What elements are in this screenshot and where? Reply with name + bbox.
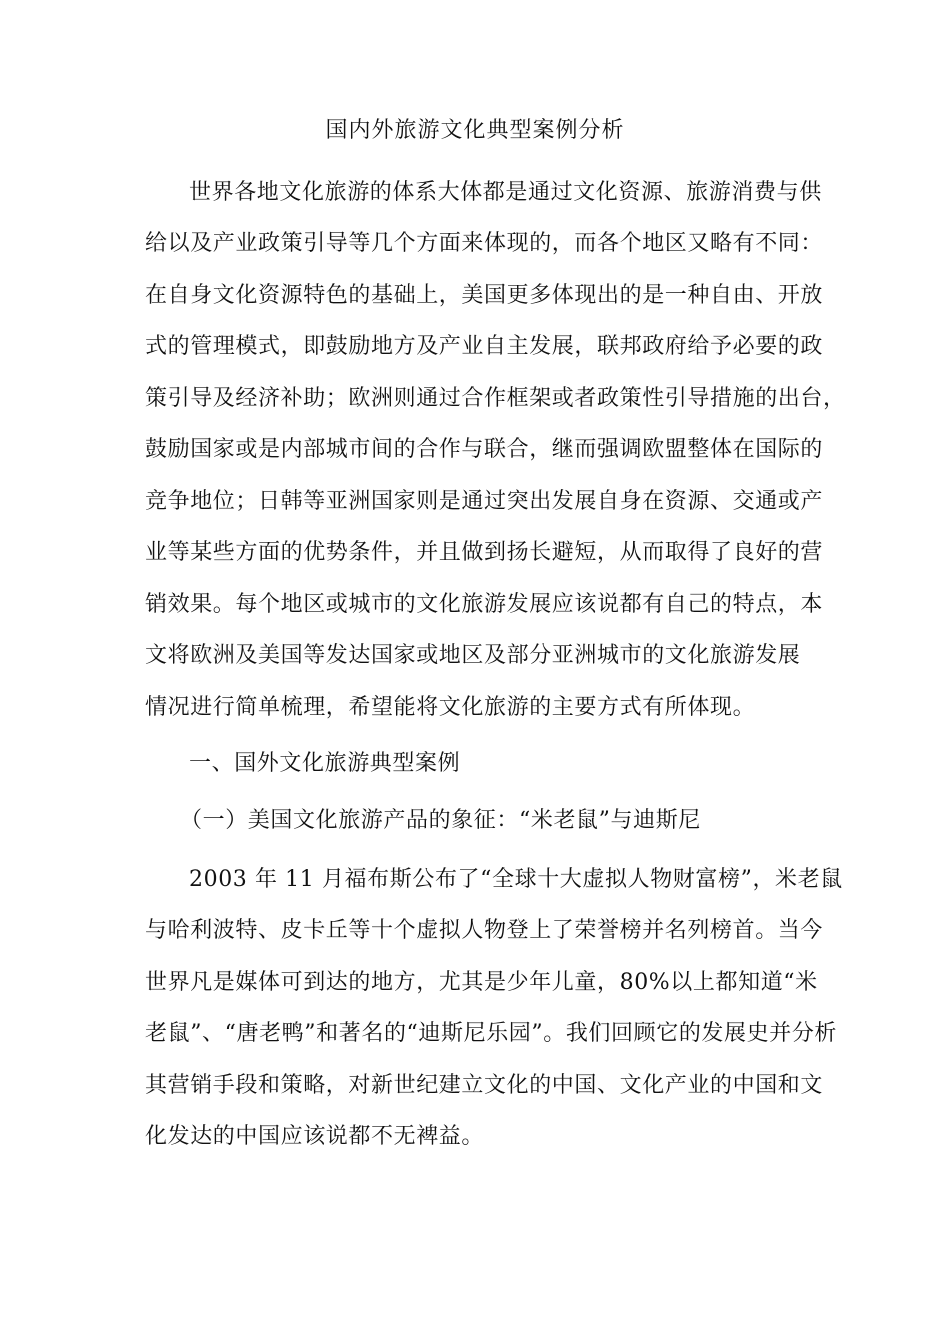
paragraph-line: 世界凡是媒体可到达的地方，尤其是少年儿童，80%以上都知道“米 [145,970,818,995]
paragraph-line: 销效果。每个地区或城市的文化旅游发展应该说都有自己的特点，本 [145,592,824,617]
paragraph-line: 老鼠”、“唐老鸭”和著名的“迪斯尼乐园”。我们回顾它的发展史并分析 [145,1021,838,1046]
document-title: 国内外旅游文化典型案例分析 [325,118,625,143]
paragraph-line: 文将欧洲及美国等发达国家或地区及部分亚洲城市的文化旅游发展 [145,643,801,668]
paragraph-line: 鼓励国家或是内部城市间的合作与联合，继而强调欧盟整体在国际的 [145,437,824,462]
paragraph-line: 2003 年 11 月福布斯公布了“全球十大虚拟人物财富榜”，米老鼠 [189,867,843,892]
paragraph-line: 竞争地位；日韩等亚洲国家则是通过突出发展自身在资源、交通或产 [145,489,824,514]
paragraph-line: 业等某些方面的优势条件，并且做到扬长避短，从而取得了良好的营 [145,540,824,565]
paragraph-line: 其营销手段和策略，对新世纪建立文化的中国、文化产业的中国和文 [145,1073,824,1098]
paragraph-line: 情况进行简单梳理，希望能将文化旅游的主要方式有所体现。 [145,695,756,720]
paragraph-line: 式的管理模式，即鼓励地方及产业自主发展，联邦政府给予必要的政 [145,334,824,359]
subsection-heading: （一）美国文化旅游产品的象征：“米老鼠”与迪斯尼 [180,808,701,833]
paragraph-line: 给以及产业政策引导等几个方面来体现的，而各个地区又略有不同： [145,231,824,256]
paragraph-line: 世界各地文化旅游的体系大体都是通过文化资源、旅游消费与供 [189,180,822,205]
paragraph-line: 化发达的中国应该说都不无裨益。 [145,1124,485,1149]
section-heading: 一、国外文化旅游典型案例 [189,751,461,776]
paragraph-line: 在自身文化资源特色的基础上，美国更多体现出的是一种自由、开放 [145,283,824,308]
paragraph-line: 策引导及经济补助；欧洲则通过合作框架或者政策性引导措施的出台， [145,386,846,411]
paragraph-line: 与哈利波特、皮卡丘等十个虚拟人物登上了荣誉榜并名列榜首。当今 [145,918,824,943]
